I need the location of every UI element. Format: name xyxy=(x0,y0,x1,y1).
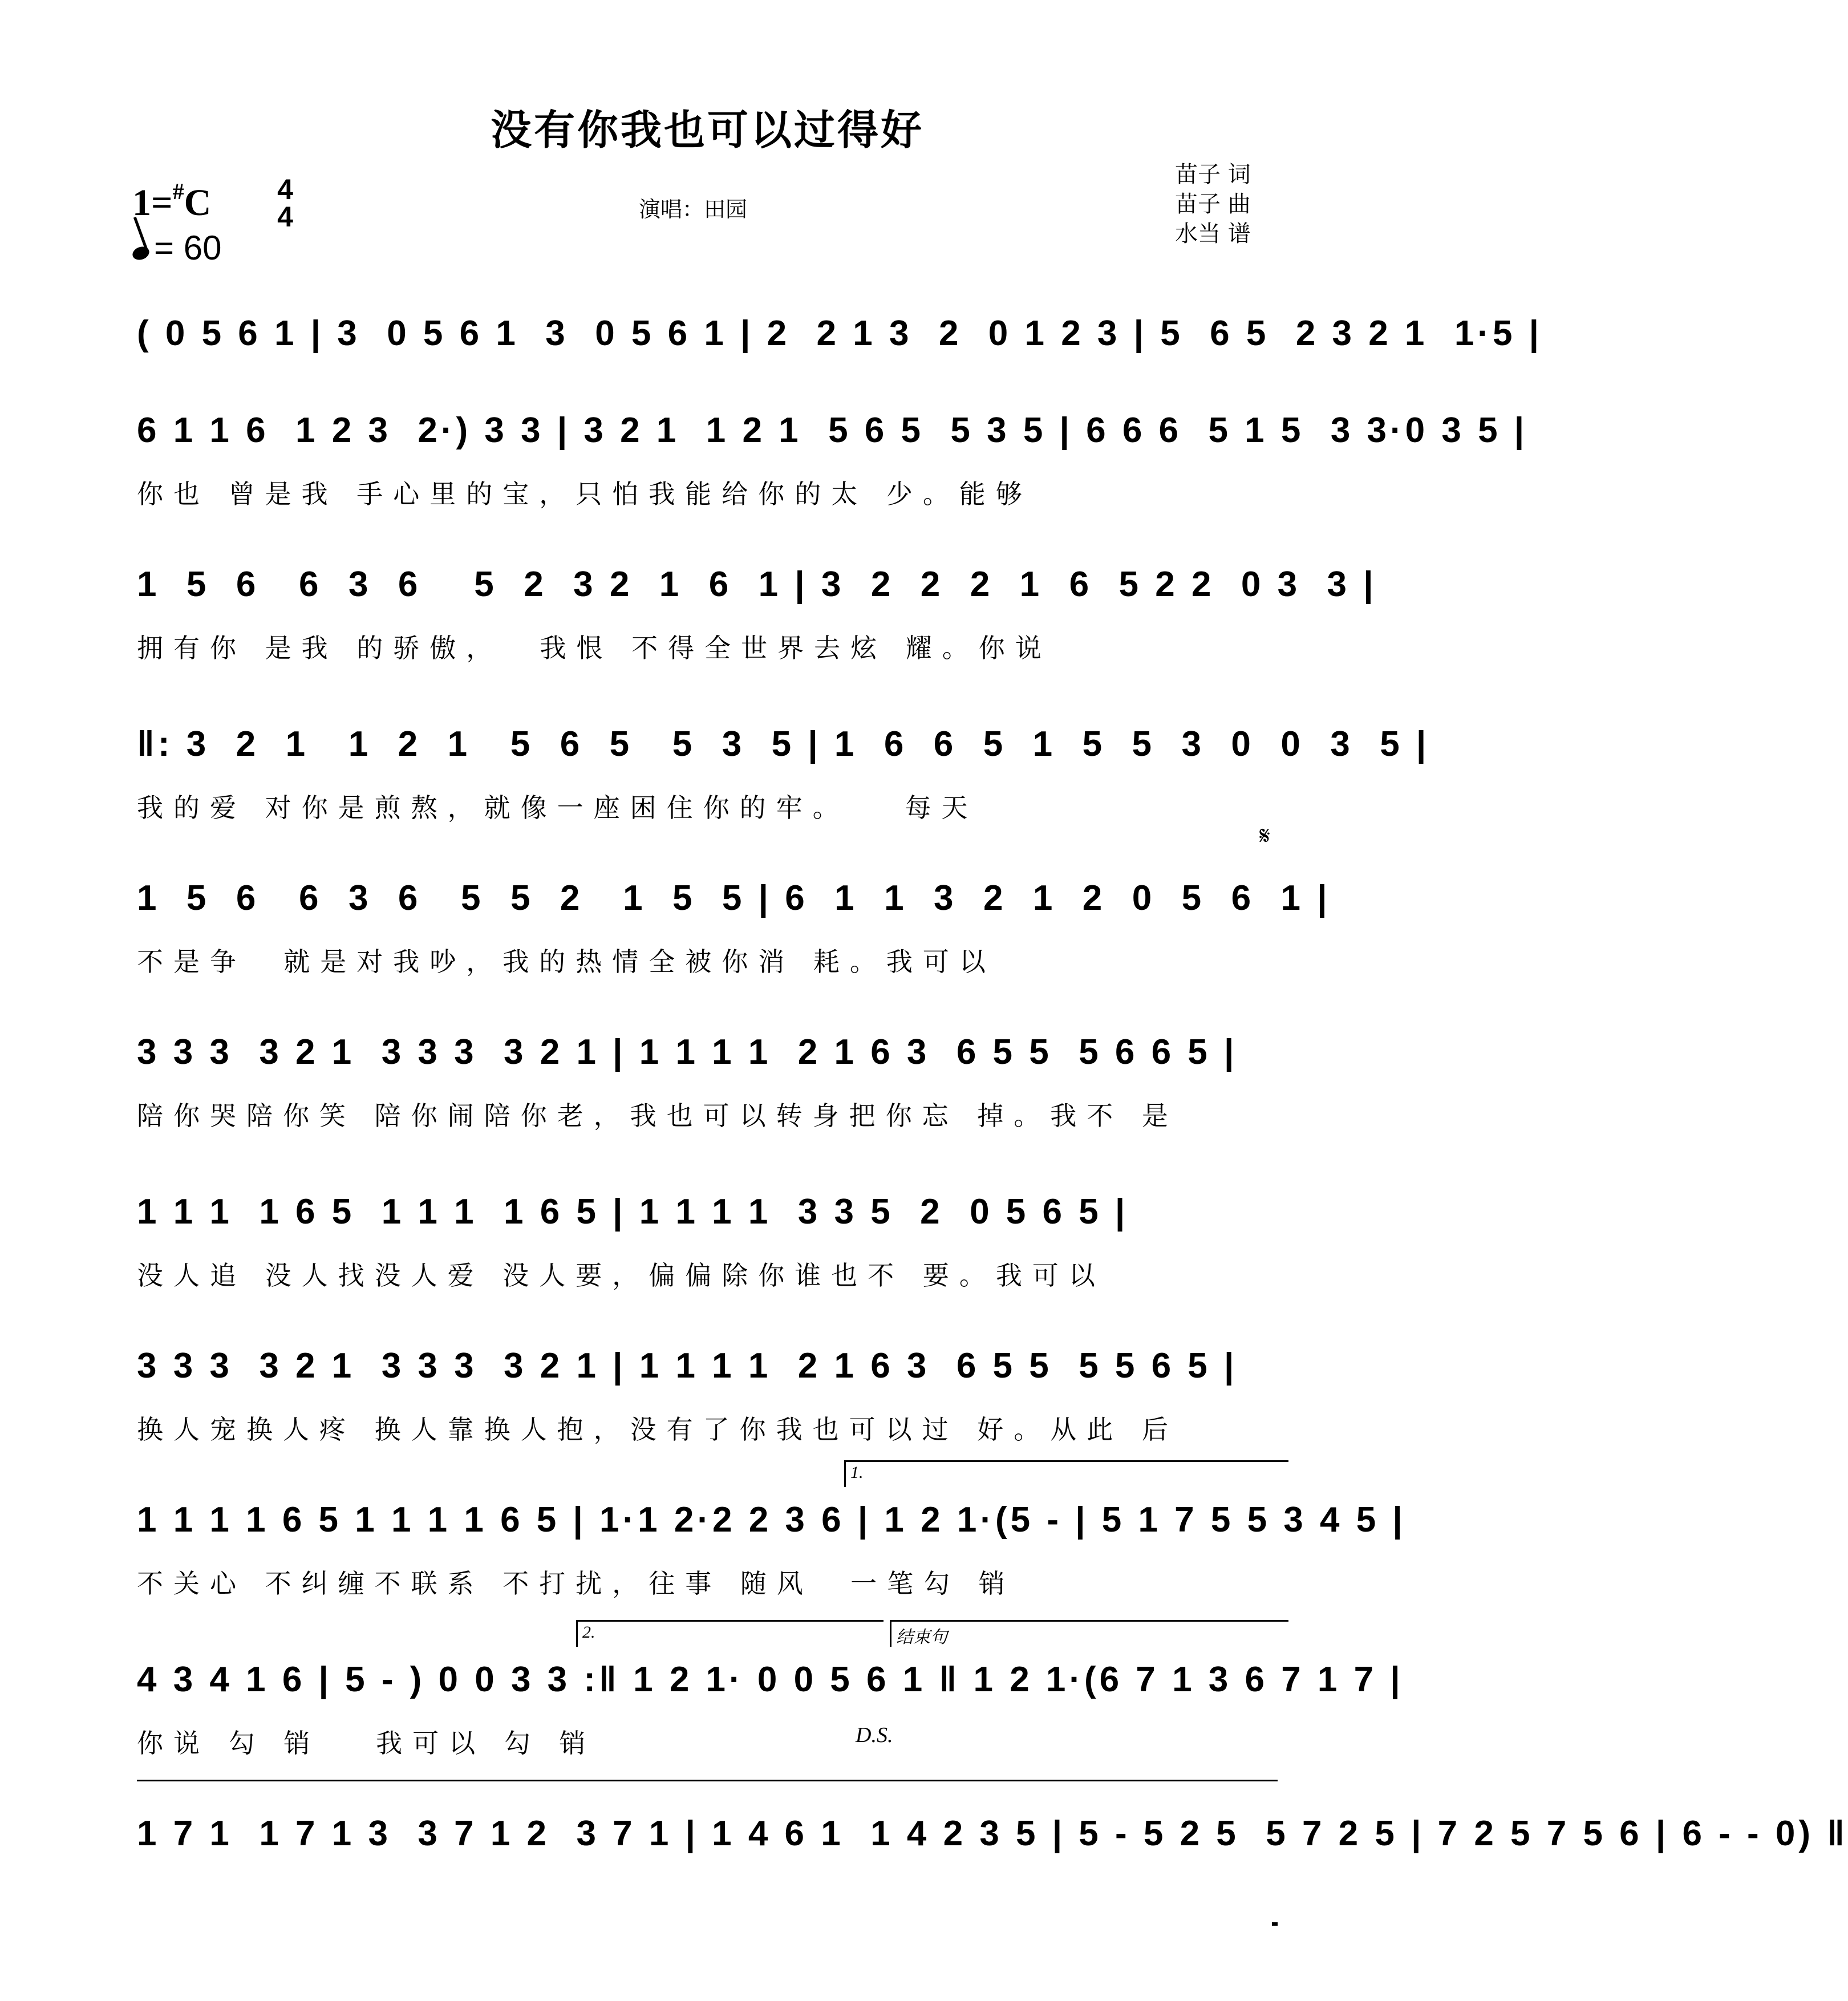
lyrics-line: 不关心 不纠缠不联系 不打扰，往事 随风 一笔勾 销 xyxy=(137,1568,1015,1599)
volta-first-ending: 1. xyxy=(844,1460,1288,1487)
quarter-note-icon xyxy=(131,245,151,262)
transcriber-credit: 水当 谱 xyxy=(1175,221,1251,247)
dal-segno-marking: D.S. xyxy=(856,1723,893,1747)
song-title: 没有你我也可以过得好 xyxy=(490,106,924,154)
composer-credit: 苗子 曲 xyxy=(1175,191,1251,217)
meter-bottom: 4 xyxy=(277,201,293,233)
notation-line: ‖: 3 2 1 1 2 1 5 6 5 5 3 5 | 1 6 6 5 1 5 5 3 0 0 3 5 | xyxy=(137,724,1430,764)
notation-line: 1 5 6 6 3 6 5 5 2 1 5 5 | 6 1 1 3 2 1 2 0 5 6 1 | xyxy=(137,878,1331,918)
lyrics-line: 换人宠换人疼 换人靠换人抱，没有了你我也可以过 好。从此 后 xyxy=(137,1414,1178,1445)
lyrics-line: 陪你哭陪你笑 陪你闹陪你老，我也可以转身把你忘 掉。我不 是 xyxy=(137,1100,1178,1131)
notation-line: 4 3 4 1 6 | 5 - ) 0 0 3 3 :‖ 1 2 1· 0 0 5 6 1 ‖ 1 2 1·(6 7 1 3 6 7 1 7 | xyxy=(137,1660,1404,1699)
staff-row xyxy=(0,553,1415,713)
staff-row xyxy=(0,399,1528,559)
system-top-line xyxy=(137,1780,1278,1781)
volta-ending-phrase: 结束句 xyxy=(890,1620,1288,1647)
notation-line: 3 3 3 3 2 1 3 3 3 3 2 1 | 1 1 1 1 2 1 6 3 6 5 5 5 6 6 5 | xyxy=(137,1032,1238,1072)
credits xyxy=(1175,160,1251,249)
key-letter: C xyxy=(184,182,212,224)
volta-second-ending: 2. xyxy=(576,1620,884,1647)
lyricist-credit: 苗子 词 xyxy=(1175,161,1251,188)
notation-line: 1 7 1 1 7 1 3 3 7 1 2 3 7 1 | 1 4 6 1 1 4 2 3 5 | 5 - 5 2 5 5 7 2 5 | 7 2 5 7 5 6 | 6 - - 0) ‖ xyxy=(137,1814,1848,1853)
final-barline xyxy=(1272,1922,1278,1926)
key-signature xyxy=(132,178,211,225)
notation-line: ( 0 5 6 1 | 3 0 5 6 1 3 0 5 6 1 | 2 2 1 3 2 0 1 2 3 | 5 6 5 2 3 2 1 1·5 | xyxy=(137,314,1543,353)
time-signature xyxy=(269,173,301,233)
staff-row xyxy=(0,1648,1415,1808)
lyrics-line: 不是争 就是对我吵，我的热情全被你消 耗。我可以 xyxy=(137,946,996,977)
staff-row xyxy=(0,867,1415,1027)
notation-line: 1 5 6 6 3 6 5 2 3 2 1 6 1 | 3 2 2 2 1 6 5 2 2 0 3 3 | xyxy=(137,565,1377,604)
tempo-value: = 60 xyxy=(154,229,222,267)
segno-icon: 𝄋 xyxy=(1259,821,1270,850)
notation-line: 6 1 1 6 1 2 3 2·) 3 3 | 3 2 1 1 2 1 5 6 5 5 3 5 | 6 6 6 5 1 5 3 3·0 3 5 | xyxy=(137,411,1528,450)
staff-row xyxy=(0,713,1430,873)
lyrics-line: 你说 勾 销 我可以 勾 销 xyxy=(137,1728,596,1759)
lyrics-line: 我的爱 对你是煎熬，就像一座困住你的牢。 每天 xyxy=(137,792,978,823)
tempo-marking xyxy=(132,228,221,268)
staff-row xyxy=(0,1802,1848,1962)
staff-row xyxy=(0,1021,1415,1181)
lyrics-line: 没人追 没人找没人爱 没人要，偏偏除你谁也不 要。我可以 xyxy=(137,1260,1105,1291)
meter-top: 4 xyxy=(277,173,293,205)
singer-credit: 演唱：田园 xyxy=(639,197,748,222)
sharp-sign: # xyxy=(172,179,184,204)
lyrics-line: 拥有你 是我 的骄傲， 我恨 不得全世界去炫 耀。你说 xyxy=(137,633,1052,663)
notation-line: 1 1 1 1 6 5 1 1 1 1 6 5 | 1·1 2·2 2 3 6 | 1 2 1·(5 - | 5 1 7 5 5 3 4 5 | xyxy=(137,1500,1406,1540)
staff-row xyxy=(0,1181,1415,1340)
notation-line: 3 3 3 3 2 1 3 3 3 3 2 1 | 1 1 1 1 2 1 6 3 6 5 5 5 5 6 5 | xyxy=(137,1346,1238,1386)
key-prefix: 1= xyxy=(132,182,173,224)
notation-line: 1 1 1 1 6 5 1 1 1 1 6 5 | 1 1 1 1 3 3 5 2 0 5 6 5 | xyxy=(137,1192,1129,1232)
lyrics-line: 你也 曾是我 手心里的宝，只怕我能给你的太 少。能够 xyxy=(137,479,1032,509)
